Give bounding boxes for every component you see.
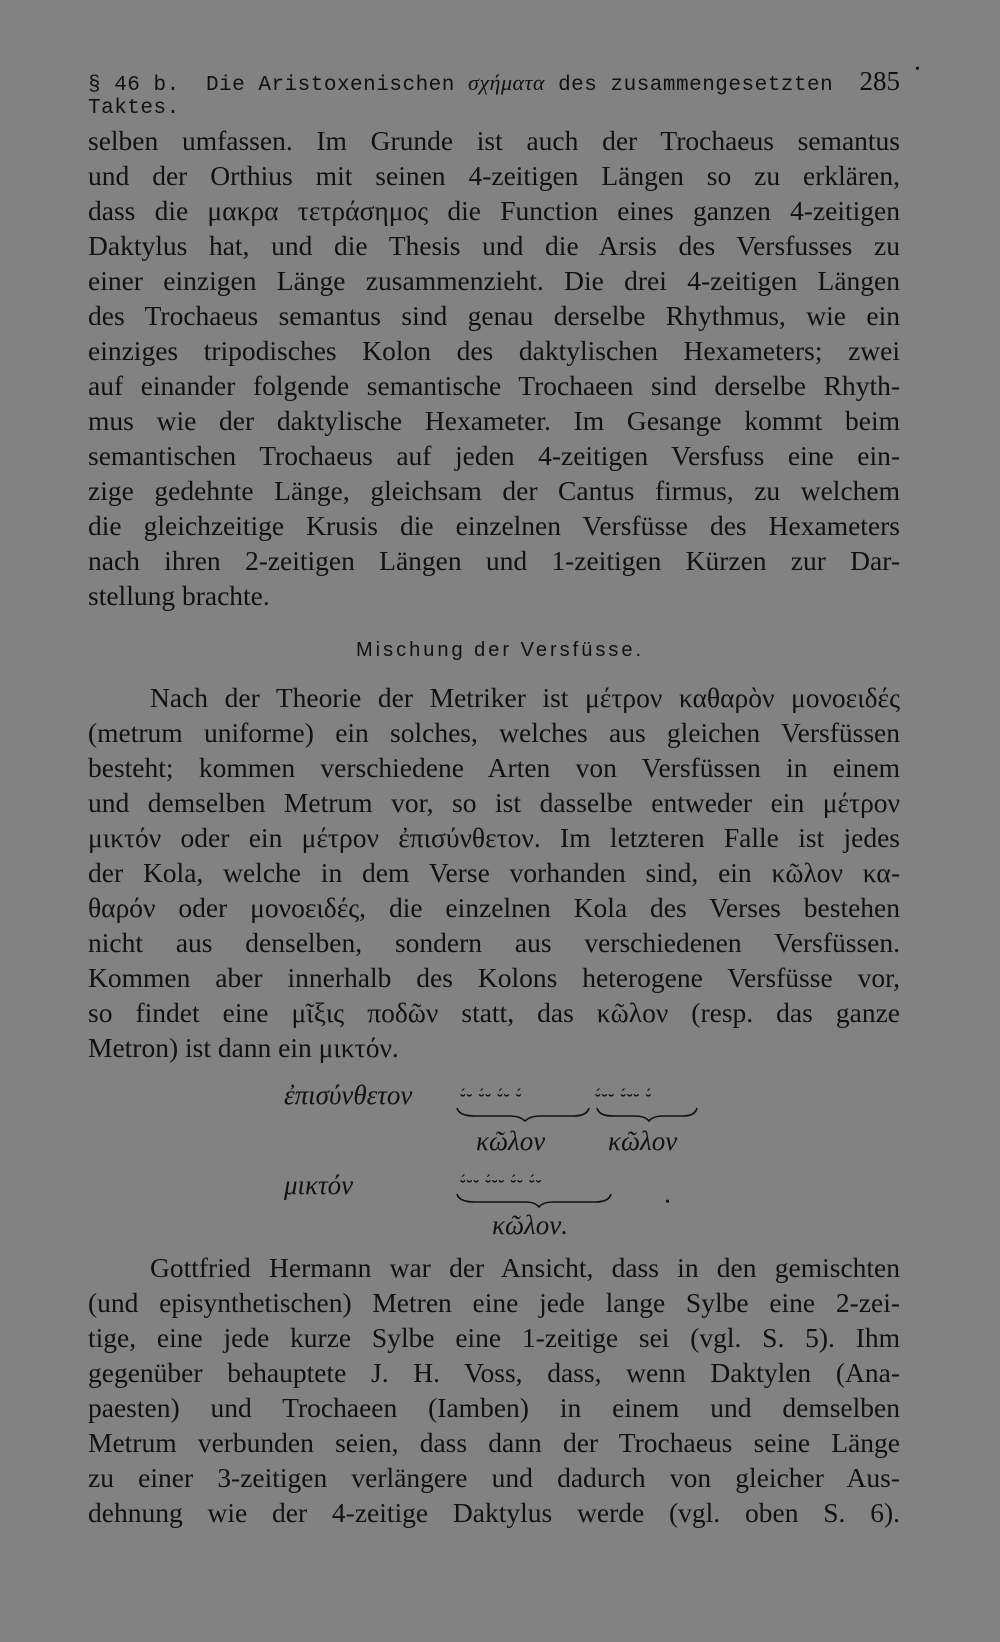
- paragraph-3: [88, 1250, 900, 1530]
- text-line: μικτόν oder ein μέτρον ἐπισύνθετον. Im letzteren Falle ist jedes: [88, 822, 900, 853]
- text-line: semantischen Trochaeus auf jeden 4-zeitigen Versfuss eine ein-: [88, 440, 900, 471]
- diagram-kolon-label-1: κῶλον: [476, 1126, 546, 1156]
- diagram-kolon-label-2: κῶλον: [608, 1126, 678, 1156]
- text-line: und der Orthius mit seinen 4-zeitigen Längen so zu erklären,: [88, 160, 900, 191]
- section-heading: Mischung der Versfüsse.: [356, 639, 644, 661]
- text-line: einer einzigen Länge zusammenzieht. Die drei 4-zeitigen Längen: [88, 265, 900, 296]
- text-line: Metron) ist dann ein μικτόν.: [88, 1032, 399, 1063]
- paragraph-2: [88, 680, 900, 1065]
- text-line: zige gedehnte Länge, gleichsam der Cantus firmus, zu welchem: [88, 475, 900, 506]
- running-header: [88, 66, 900, 120]
- header-title-end: des zusammengesetzten Taktes.: [88, 74, 834, 120]
- paragraph-1: [88, 123, 900, 613]
- text-line: (und episynthetischen) Metren eine jede lange Sylbe eine 2-zei-: [88, 1287, 900, 1318]
- text-line: Nach der Theorie der Metriker ist μέτρον καθαρὸν μονοειδές: [150, 682, 900, 713]
- text-line: einziges tripodisches Kolon des daktylischen Hexameters; zwei: [88, 335, 900, 366]
- diagram-feet-mixed: ⏑́⏑⏑ ⏑́⏑⏑ ⏑́⏑ ⏑́⏑: [460, 1172, 543, 1191]
- text-line: selben umfassen. Im Grunde ist auch der Trochaeus semantus: [88, 125, 900, 156]
- text-line: paesten) und Trochaeen (Iamben) in einem und demselben: [88, 1392, 900, 1423]
- header-title-greek: σχήματα: [468, 70, 545, 95]
- text-line: Daktylus hat, und die Thesis und die Arsis des Versfusses zu: [88, 230, 900, 261]
- text-line: Gottfried Hermann war der Ansicht, dass in den gemischten: [150, 1252, 900, 1283]
- text-line: der Kola, welche in dem Verse vorhanden sind, ein κῶλον κα-: [88, 857, 900, 888]
- text-line: zu einer 3-zeitigen verlängere und dadurch von gleicher Aus-: [88, 1462, 900, 1493]
- header-title-start: Die Aristoxenischen: [205, 74, 455, 97]
- text-line: stellung brachte.: [88, 580, 270, 611]
- text-line: des Trochaeus semantus sind genau derselbe Rhythmus, wie ein: [88, 300, 900, 331]
- text-line: θαρόν oder μονοειδές, die einzelnen Kola des Verses bestehen: [88, 892, 900, 923]
- text-line: so findet eine μῖξις ποδῶν statt, das κῶλον (resp. das ganze: [88, 997, 900, 1028]
- diagram-brace-row1: [455, 1106, 700, 1122]
- text-line: nicht aus denselben, sondern aus verschiedenen Versfüssen.: [88, 927, 900, 958]
- text-line: auf einander folgende semantische Trochaeen sind derselbe Rhyth-: [88, 370, 900, 401]
- text-line: und demselben Metrum vor, so ist dasselbe entweder ein μέτρον: [88, 787, 900, 818]
- text-line: die gleichzeitige Krusis die einzelnen Versfüsse des Hexameters: [88, 510, 900, 541]
- text-line: dehnung wie der 4-zeitige Daktylus werde (vgl. oben S. 6).: [88, 1497, 900, 1528]
- diagram-feet-kolon-1: ⏑́⏑ ⏑́⏑ ⏑́⏑ ⏑́: [460, 1086, 523, 1105]
- text-line: tige, eine jede kurze Sylbe eine 1-zeitige sei (vgl. S. 5). Ihm: [88, 1322, 900, 1353]
- text-line: Kommen aber innerhalb des Kolons heterogene Versfüsse vor,: [88, 962, 900, 993]
- diagram-feet-kolon-2: ⏑́⏑⏑ ⏑́⏑⏑ ⏑́: [595, 1086, 653, 1105]
- text-line: (metrum uniforme) ein solches, welches aus gleichen Versfüssen: [88, 717, 900, 748]
- page-number: 285: [859, 66, 900, 96]
- margin-mark: •: [665, 1195, 670, 1210]
- margin-mark: •: [915, 62, 920, 77]
- metrical-diagram: [0, 1070, 1000, 1250]
- section-number: § 46 b.: [88, 74, 180, 97]
- text-line: Metrum verbunden seien, dass dann der Trochaeus seine Länge: [88, 1427, 900, 1458]
- diagram-kolon-label-3: κῶλον.: [492, 1210, 568, 1240]
- text-line: gegenüber behauptete J. H. Voss, dass, wenn Daktylen (Ana-: [88, 1357, 900, 1388]
- text-line: nach ihren 2-zeitigen Längen und 1-zeitigen Kürzen zur Dar-: [88, 545, 900, 576]
- text-line: dass die μακρα τετράσημος die Function eines ganzen 4-zeitigen: [88, 195, 900, 226]
- diagram-label-episynthet: ἐπισύνθετον: [284, 1080, 413, 1110]
- text-line: besteht; kommen verschiedene Arten von Versfüssen in einem: [88, 752, 900, 783]
- diagram-label-mikton: μικτόν: [284, 1170, 354, 1200]
- diagram-brace-row2: [455, 1192, 615, 1208]
- text-line: mus wie der daktylische Hexameter. Im Gesange kommt beim: [88, 405, 900, 436]
